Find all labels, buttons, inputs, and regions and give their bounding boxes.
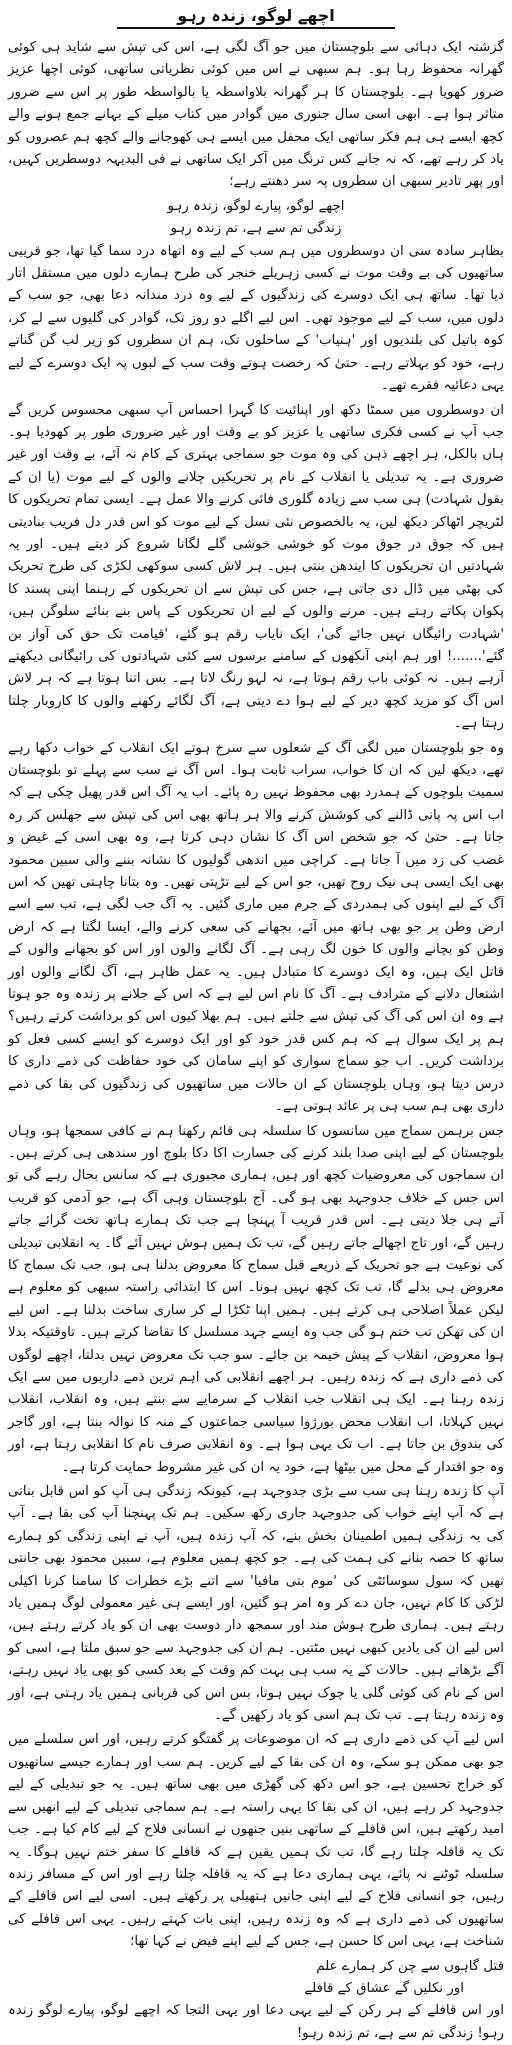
verse-line: قتل گاہوں سے چن کر ہمارے علم xyxy=(316,1958,504,1974)
first-quote-line: زندگی تم سے ہے، تم زندہ رہو xyxy=(170,221,342,237)
article-paragraph: ان دوسطروں میں سمٹا دکھ اور اپنائیت کا گہرا احساس آپ سبھی محسوس کریں گے جب آپ نے کسی فکری ساتھی یا عزیز کو بے وقت اور غیر ضروری طور پر کھودیا ہو۔ ہاں بالکل، ہر اچھے ذہن کی وہ موت جو سماجی بہتری کے کام نہ آئے، بے وقت اور غیر ضروری ہے۔ یہ تبدیلی یا انقلاب کے نام پر تحریکیں چلانے والوں کے لیے موت (یا ان کے بقول شہادت) ہی سب سے زیادہ گلوری فائی کرنے والا عمل ہے۔ ایسی تمام تحریکوں کا لٹریچر اٹھاکر دیکھ لیں، یہ بالخصوص نئی نسل کے لیے موت کو اس قدر دل فریب بنادیتی ہیں کہ جوق در جوق موت کو خوشی خوشی گلے لگانا شروع کر دیتے ہیں۔ اور یہ شہادتیں ان تحریکوں کا ایندھن بنتی ہیں۔ ہر لاش کسی سوکھی لکڑی کی طرح تحریک کی بھٹی میں ڈال دی جاتی ہے، جس کی تپش سے ان تحریکوں کے رہنما اپنی پسند کا پکوان پکاتے رہتے ہیں۔ مرنے والوں کے لیے ان تحریکوں کے پاس بنے بنائے سلوگن ہیں، 'شہادت رائیگاں نہیں جائے گی'، ایک نایاب رقم ہو گئے، 'قیامت تک حق کی آواز بن گئے'.......! اور ہم اپنی آنکھوں کے سامنے برسوں سے کئی شہادتوں کی رائیگانی دیکھتے آرہے ہیں۔ نہ کوئی باب رقم ہوتا ہے، نہ لہو رنگ لاتا ہے۔ بس اتنا ہوتا ہے کہ ہر لاش اس آگ کو مزید کچھ دیر کے لیے ہوا دے دیتی ہے، آگ لگائے رکھنے والوں کا کاروبار چلتا رہتا ہے۔ xyxy=(8,402,504,732)
article-title: اچھے لوگو، زندہ رہو xyxy=(117,6,395,29)
article-paragraph: بظاہر سادہ سی ان دوسطروں میں ہم سب کے لیے وہ اتھاہ درد سما گیا تھا، جو قریبی ساتھیوں کی بے وقت موت نے کسی زہریلے خنجر کی طرح ہمارے دلوں میں مستقل اتار دیا تھا۔ ساتھ ہی ایک دوسرے کی زندگیوں کے لیے وہ درد مندانہ دعا بھی، جو سب کے دلوں میں، سب کے لیے موجود تھی۔ اس لیے اگلے دو روز تک، گوادر کی گلیوں سے لے کر، کوہ باتیل کی بلندیوں اور 'ہنیاب' کے ساحلوں تک، ہم ان سطروں کو زیر لب گن گناتے رہے، خود کو بہلاتے رہے۔ حتیٰ کہ رخصت ہوتے وقت سب کے لبوں پہ ایک دوسرے کے لیے یہی دعائیہ فقرے تھے۔ xyxy=(8,243,504,394)
article-paragraph: جس برہمن سماج میں سانسوں کا سلسلہ ہی قائم رکھنا ہم نے کافی سمجھا ہو، وہاں بلوچستان کے لیے اپنی صدا بلند کرنے کی جسارت اکا دکا بلوچ اور سندھی ہی کرتے ہیں۔ ان سماجوں کی معروضیات کچھ اور ہیں، ہماری مجبوری ہے کہ سانس بحال رہے گی تو اس جس کے خلاف جدوجہد بھی ہو گی۔ آج بلوچستان وہی آگ ہے، جو آدمی کو قریب آتے ہی جلا دیتی ہے۔ اس قدر قریب آ پہنچا ہے جب تک ہمارے ہاتھ تخت گرائے جاتے رہیں گے، اور تاج اچھالے جاتے رہیں گے، تب تک ہمیں ہوش نہیں آئے گا۔ یہ انقلابی تبدیلی کی نوعیت ہے جو تحریک کے ذریعے قبل سماج کا معروض بدلنا ہی ہو، جب تک سماج کا معروض ہی بدلے گا، تب تک کچھ نہیں ہونا۔ اس کا ابتدائی راستہ سبھی کو معلوم ہے لیکن عملاً اصلاحی ہی کرتے ہیں۔ ہمیں اپنا ٹکڑا لے کر ساری ساخت بدلنا ہے۔ اس لیے ان کی تھکن تب ختم ہو گی جب وہ ایسے جہد مسلسل کا تقاضا کرتے ہیں۔ تاوقتیکہ بدلا ہوا معروض، انقلاب کے پیش خیمہ بن جائے۔ سو جب تک معروض نہیں بدلتا، اچھے لوگوں کی ذمے داری ہے کہ زندہ رہیں۔ ہر اچھے انقلابی کی اہم ترین ذمے داریوں میں سے ایک زندہ رہنا ہے۔ ایک ہی انقلاب جب انقلاب کے سرمایے سے بنتے ہیں، وہ انقلاب، انقلاب نہیں کہلاتا، اب انقلاب محض بورژوا سیاسی جماعتوں کے منہ کا نوالہ بنتا ہے، اور گاجر کی بندوق بن جاتا ہے۔ اب تک یہی ہوا ہے۔ وہ انقلابی صرف نام کا انقلابی رہتا ہے، اور وہ جو اقتدار کے محل میں بیٹھا ہے، خود یہ ان کی غیر مشروط حمایت کرتا ہے۔ xyxy=(8,1123,504,1475)
article-page xyxy=(8,6,504,2041)
title-wrap xyxy=(8,6,504,29)
verse-line: اور نکلیں گے عشاق کے قافلے xyxy=(304,1980,464,1996)
article-paragraph: اس لیے آپ کی ذمے داری ہے کہ ان موضوعات پر گفتگو کرتے رہیں، اور اس سلسلے میں جو بھی ممکن ہو سکے، وہ ان کی بقا کے لیے کریں۔ ہم سب اور ہمارے جیسے ساتھیوں کو خراج تحسین ہے، جو اس دکھ کی گھڑی میں بھی ساتھ ہیں۔ یہ جو تبدیلی کے لیے جدوجہد کر رہے ہیں، ان کی بقا کا یہی راستہ ہے۔ ہم سماجی تبدیلی کے لیے انھیں سے امید رکھتے ہیں، اس قافلے کے ساتھی بنیں جنھوں نے انسانی فلاح کے لیے کام کیا ہے۔ جب تک یہ قافلہ چلتا رہے گا، تب تک ہمیں یقین ہے کہ قافلے کا سفر ختم نہیں ہوگا۔ یہ سلسلہ ٹوٹنے نہ پائے، یہی ہماری دعا ہے کہ یہ قافلہ چلتا رہے اور اس کے مسافر زندہ رہیں، جو انسانی فلاح کے لیے اپنی جانیں ہتھیلی پر رکھتے ہیں۔ اسی لیے اس قافلے کے ساتھیوں کی ذمے داری ہے کہ وہ زندہ رہیں، اپنی بات کہتے رہیں۔ یہی اس قافلے کی شناخت ہے، یہی اس کا حسن ہے، جس کے لیے اپنے فیض نے کہا تھا؛ xyxy=(8,1732,504,1950)
article-paragraph: آپ کا زندہ رہنا ہی سب سے بڑی جدوجہد ہے، کیونکہ زندگی ہی آپ کو اس قابل بناتی ہے کہ آپ اپنے خواب کی جدوجہد جاری رکھ سکیں۔ ہم تک پہنچنا آپ کی بقا ہے۔ آپ کی یہ زندگی ہمیں اطمینان بخش بنے، کہ آپ زندہ ہیں، آپ نے اپنی زندگی کو ہمارے ساتھ کا حصہ بنانے کی ہمت کی ہے۔ جو کچھ ہمیں معلوم ہے، سبین محمود بھی جانتی تھیں کہ سول سوسائٹی کی 'موم بتی مافیا' سے اتنے بڑے خطرات کا سامنا کرنا اکیلی لڑکی کا کام نہیں، جان دے کر وہ امر ہو گئیں، اور ایسے ہی غیر معمولی لوگ ہمیں یاد رہتے ہیں۔ ہماری طرح ہوش مند اور سمجھ دار دوست بھی ان کو یاد کرتے رہتے ہیں، اس لیے ان کی یادیں کبھی نہیں مٹتیں۔ ہم ان کی جدوجہد سے جو سبق ملتا ہے، اسی کو آگے بڑھاتے ہیں۔ حالات کے یہ سب ہی بہت کم وقت کے بعد کسی کو بھی یاد نہیں رہتے، اس کے نام کی کوئی گلی یا چوک نہیں ہوتا، بس اس کی قربانی ہمیں یاد رہتی ہے، اور وہ زندہ رہتا ہے۔ تب تک ہم اسی کو یاد رکھیں گے۔ xyxy=(8,1484,504,1724)
article-paragraph: وہ جو بلوچستان میں لگی آگ کے شعلوں سے سرخ ہوتے ایک انقلاب کے خواب دکھا رہے تھے، دیکھ لیں کہ ان کا خواب، سراب ثابت ہوا۔ اس آگ نے سب سے پہلے تو بلوچستان سمیت بلوچوں کے ہمدرد بھی محفوظ نہیں رہ پائے۔ اب یہ آگ اس قدر پھیل چکی ہے کہ اب اس پہ پانی ڈالنے کی کوشش کرنے والا ہر ہاتھ بھی اس کی تپش سے جھلس کر رہ جاتا ہے۔ حتیٰ کہ جو شخص اس آگ کا نشان دہی کرتا ہے، وہ بھی اسی کے غیض و غضب کی زد میں آ جاتا ہے۔ کراچی میں اندھی گولیوں کا نشانہ بننے والی سبین محمود بھی ایک ایسی ہی نیک روح تھیں، جو اس کے لیے تڑپتی تھیں۔ وہ بتانا چاہتی تھیں کہ اس آگ کے لیے اپنوں کی ہمدردی کے جرم میں ماری گئیں۔ یہ آگ جب لگی ہے، تب سے اسے ارض وطن پر جو بھی ہاتھ میں آئے، بجھانے کی سعی کرنے والے، ایسا لگتا ہے کہ ارض وطن کو بچانے والوں کا خون لگ رہی ہے۔ آگ لگانے والوں اور اس کو بجھانے والوں کے قاتل ایک ہیں، وہ ایک دوسرے کا متبادل ہیں۔ یہ عمل ظاہر ہے، آگ لگانے والوں اور اشتعال دلانے کے مترادف ہے۔ آگ کا نام اس لیے ہے کہ اس کے جلانے پر زندہ وہ جو ہوتا ہے وہ ان اس کی آگ کی تپش سے جلتے ہیں۔ ہم بھلا کیوں اس کو برداشت کرتے رہیں؟ ہم پر ایک سوال ہے کہ ہم کس قدر خود کو اور ایک دوسرے کو ایسے کسی فعل کو برداشت کریں۔ اب جو سماج سواری کو اپنے سامان کی خود حفاظت کی ذمے داری کا درس دیتا ہو، وہاں بلوچستان کے ان حالات میں ساتھیوں کی زندگیوں کی بقا کی ذمے داری بھی ہم سب ہی پر عائد ہوتی ہے۔ xyxy=(8,740,504,1115)
first-quote-line: اچھے لوگو، پیارے لوگو، زندہ رہو xyxy=(167,198,345,214)
closing-paragraph: اور اس قافلے کے ہر رکن کے لیے یہی دعا اور یہی التجا کہ اچھے لوگو، پیارے لوگو زندہ رہو! زندگی تم سے ہے، تم زندہ رہو! xyxy=(8,2003,504,2041)
article-paragraph: گزشتہ ایک دہائی سے بلوچستان میں جو آگ لگی ہے، اس کی تپش سے شاید ہی کوئی گھرانہ محفوظ رہا ہو۔ ہم سبھی نے اس میں کوئی نظریاتی ساتھی، کوئی اچھا عزیز ضرور کھویا ہے۔ بلوچستان کا ہر گھرانہ بلاواسطہ یا بالواسطہ طور پر اس سے ضرور متاثر ہوا ہے۔ ابھی اسی سال جنوری میں گوادر میں کتاب میلے کے بہانے جمع ہونے والے کچھ ایسے ہی ہم فکر ساتھی ایک محفل میں ایسے ہی کھوجانے والے کچھ ہم عصروں کو یاد کر رہے تھے، کہ نہ جانے کس ترنگ میں آکر ایک ساتھی نے فی البدیہہ دوسطریں کہیں، اور پھر تادیر سبھی ان سطروں پہ سر دھنتے رہے؛ xyxy=(8,40,504,190)
